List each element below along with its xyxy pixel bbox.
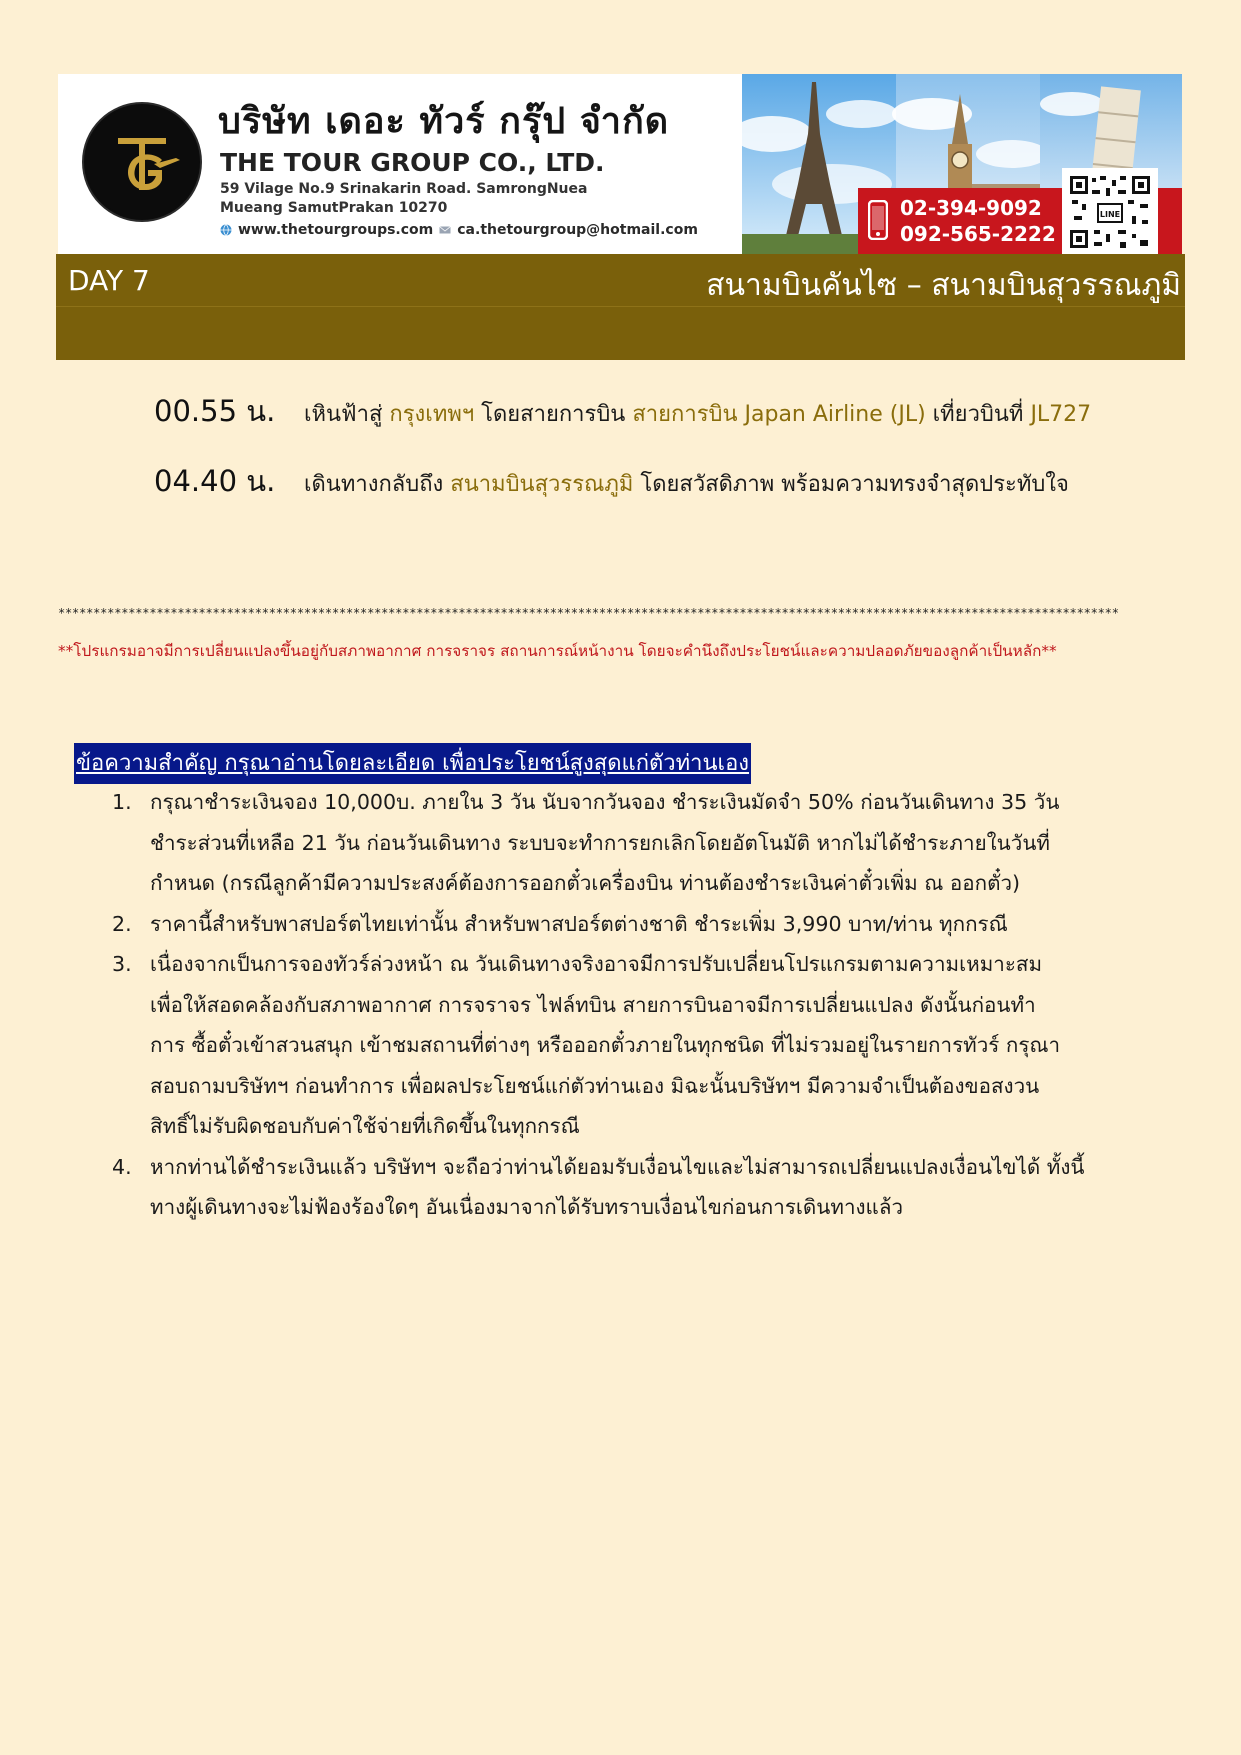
terms-line: หากท่านได้ชำระเงินแล้ว บริษัทฯ จะถือว่าท่านได้ยอมรับเงื่อนไขและไม่สามารถเปลี่ยนแปลงเงื่อนไขได้ ทั้งนี้	[150, 1154, 1085, 1179]
company-name-english: THE TOUR GROUP CO., LTD.	[220, 148, 605, 177]
terms-list	[110, 782, 1170, 1228]
text-segment: โดยสายการบิน	[474, 402, 633, 427]
important-notice-title: ข้อความสำคัญ กรุณาอ่านโดยละเอียด เพื่อประโยชน์สูงสุดแก่ตัวท่านเอง	[74, 743, 751, 784]
highlight-airline: สายการบิน Japan Airline (JL)	[632, 402, 926, 427]
header-banner	[58, 74, 1182, 254]
address-line-2: Mueang SamutPrakan 10270	[220, 200, 448, 216]
terms-item	[110, 782, 1170, 904]
terms-item-number: 2.	[112, 911, 132, 936]
highlight-destination: กรุงเทพฯ	[389, 402, 475, 427]
company-logo	[84, 104, 200, 220]
timeline-description	[304, 466, 1069, 501]
terms-line: กำหนด (กรณีลูกค้ามีความประสงค์ต้องการออกตั๋วเครื่องบิน ท่านต้องชำระเงินค่าตั๋วเพิ่ม ณ ออกตั๋ว)	[150, 871, 1021, 895]
terms-line: ทางผู้เดินทางจะไม่ฟ้องร้องใดๆ อันเนื่องมาจากได้รับทราบเงื่อนไขก่อนการเดินทางแล้ว	[150, 1195, 904, 1219]
terms-item-number: 1.	[112, 790, 132, 814]
phone-number-1[interactable]: 02-394-9092	[900, 196, 1042, 220]
company-name-thai: บริษัท เดอะ ทัวร์ กรุ๊ป จำกัด	[218, 101, 670, 142]
text-segment: เหินฟ้าสู่	[304, 402, 390, 427]
timeline-item	[154, 388, 1091, 434]
terms-line: สอบถามบริษัทฯ ก่อนทำการ เพื่อผลประโยชน์แก่ตัวท่านเอง มิฉะนั้นบริษัทฯ มีความจำเป็นต้องขอสงวน	[150, 1073, 1040, 1098]
day-route-title: สนามบินคันไซ – สนามบินสุวรรณภูมิ	[706, 268, 1181, 303]
terms-item	[110, 1147, 1170, 1228]
mail-icon	[439, 224, 451, 236]
day-label: DAY 7	[68, 264, 150, 297]
terms-line: สิทธิ์ไม่รับผิดชอบกับค่าใช้จ่ายที่เกิดขึ้นในทุกกรณี	[150, 1114, 580, 1138]
contact-line	[220, 222, 698, 238]
email-link[interactable]: ca.thetourgroup@hotmail.com	[457, 222, 698, 238]
star-separator: *******************************************************************************************************************************************************	[58, 606, 1119, 620]
company-address	[220, 180, 587, 218]
terms-line: ราคานี้สำหรับพาสปอร์ตไทยเท่านั้น สำหรับพาสปอร์ตต่างชาติ ชำระเพิ่ม 3,990 บาท/ท่าน ทุกกรณี	[150, 911, 1008, 936]
terms-line: การ ซื้อตั๋วเข้าสวนสนุก เข้าชมสถานที่ต่างๆ หรือออกตั๋วภายในทุกชนิด ที่ไม่รวมอยู่ในรายการทัวร์ กรุณา	[150, 1033, 1061, 1057]
terms-line: กรุณาชำระเงินจอง 10,000บ. ภายใน 3 วัน นับจากวันจอง ชำระเงินมัดจำ 50% ก่อนวันเดินทาง 35 วัน	[150, 790, 1060, 814]
globe-icon	[220, 224, 232, 236]
website-link[interactable]: www.thetourgroups.com	[238, 222, 434, 238]
terms-item	[110, 904, 1170, 945]
terms-line: เนื่องจากเป็นการจองทัวร์ล่วงหน้า ณ วันเดินทางจริงอาจมีการปรับเปลี่ยนโปรแกรมตามความเหมาะสม	[150, 952, 1043, 976]
terms-item-number: 3.	[112, 952, 132, 976]
timeline-time: 04.40 น.	[154, 464, 276, 498]
day-header-bar	[56, 254, 1185, 360]
text-segment: โดยสวัสดิภาพ พร้อมความทรงจำสุดประทับใจ	[633, 472, 1069, 497]
program-change-remark: **โปรแกรมอาจมีการเปลี่ยนแปลงขึ้นอยู่กับสภาพอากาศ การจราจร สถานการณ์หน้างาน โดยจะคำนึงถึงประโยชน์และความปลอดภัยของลูกค้าเป็นหลัก**	[58, 642, 1057, 660]
tg-logo-icon	[84, 104, 200, 220]
timeline-item	[154, 458, 1069, 504]
text-segment: เที่ยวบินที่	[925, 402, 1031, 427]
timeline-time: 00.55 น.	[154, 394, 276, 428]
line-qr-code[interactable]	[1062, 168, 1158, 254]
mobile-phone-icon	[868, 200, 888, 240]
highlight-flight-number: JL727	[1030, 402, 1092, 427]
terms-line: ชำระส่วนที่เหลือ 21 วัน ก่อนวันเดินทาง ระบบจะทำการยกเลิกโดยอัตโนมัติ หากไม่ได้ชำระภายในวันที่	[150, 830, 1050, 855]
terms-item-number: 4.	[112, 1154, 132, 1179]
phone-number-2[interactable]: 092-565-2222	[900, 222, 1056, 246]
phone-panel	[858, 188, 1058, 254]
qr-code-icon	[1062, 168, 1158, 254]
terms-line: เพื่อให้สอดคล้องกับสภาพอากาศ การจราจร ไฟล์ทบิน สายการบินอาจมีการเปลี่ยนแปลง ดังนั้นก่อนทำ	[150, 992, 1036, 1017]
terms-item	[110, 944, 1170, 1147]
qr-label: LINE	[1099, 210, 1121, 219]
address-line-1: 59 Vilage No.9 Srinakarin Road. SamrongNuea	[220, 181, 588, 197]
text-segment: เดินทางกลับถึง	[304, 472, 451, 497]
timeline-description	[304, 396, 1091, 431]
highlight-airport: สนามบินสุวรรณภูมิ	[450, 472, 634, 497]
day-bar-divider	[56, 306, 1185, 307]
